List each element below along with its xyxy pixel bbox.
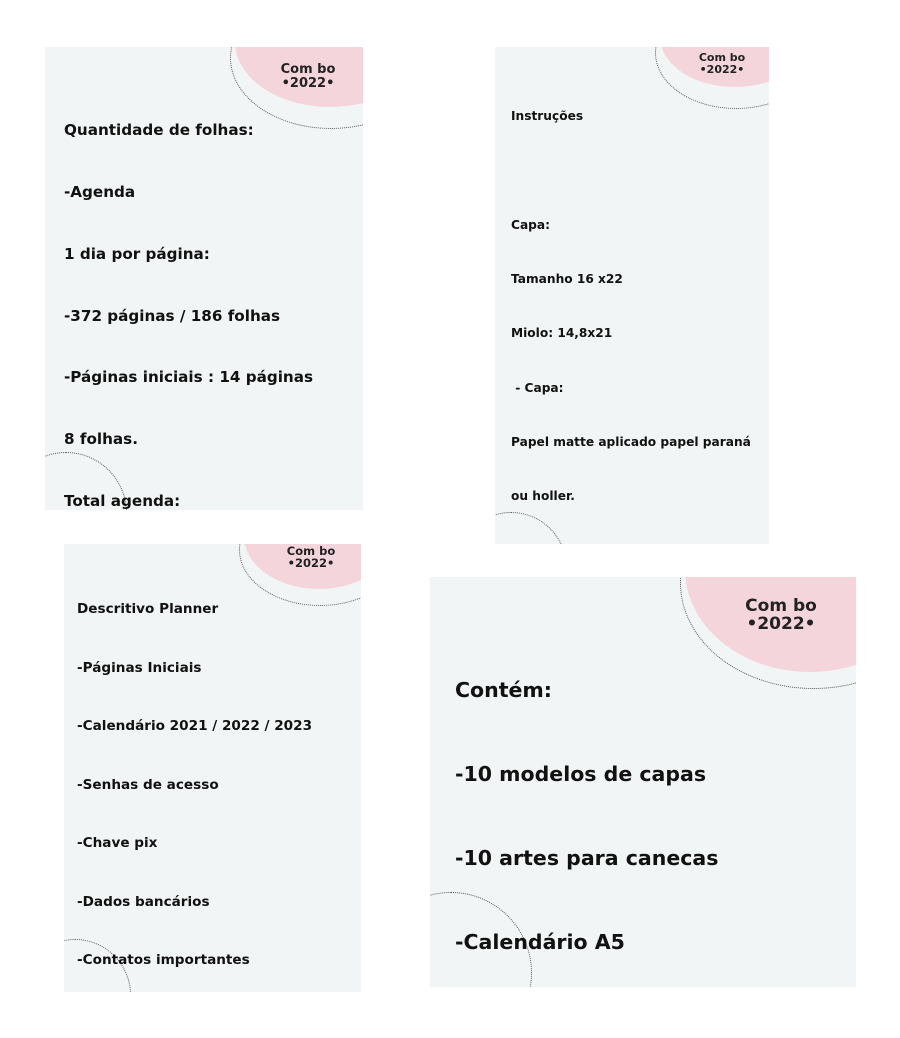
badge-line-2: •2022•: [287, 556, 335, 571]
text-line: Quantidade de folhas:: [64, 121, 254, 140]
text-line: -10 artes para canecas: [455, 846, 719, 870]
text-line: Instruções: [511, 109, 584, 124]
badge-line-2: •2022•: [746, 613, 816, 634]
text-block: [455, 620, 856, 987]
badge-line-2: •2022•: [281, 75, 335, 91]
text-line: - Capa:: [511, 380, 564, 395]
text-line: Total agenda:: [64, 491, 181, 510]
text-line: Miolo: 14,8x21: [511, 326, 613, 341]
text-line: Descritivo Planner: [77, 601, 219, 617]
text-line: [511, 541, 751, 544]
text-line: -Páginas iniciais : 14 páginas: [64, 368, 314, 387]
text-block: [77, 561, 312, 992]
text-line: -372 páginas / 186 folhas: [64, 306, 281, 325]
text-line: -Dados bancários: [77, 893, 210, 910]
badge-line-1: Com bo: [280, 62, 336, 77]
text-line: 8 folhas.: [64, 430, 138, 449]
card-contem: [430, 577, 856, 987]
text-block: [64, 79, 313, 510]
card-descritivo-planner: [64, 544, 361, 992]
text-line: -Páginas Iniciais: [77, 659, 202, 676]
card-quantidade-folhas: [45, 47, 363, 510]
text-line: -Senhas de acesso: [77, 776, 219, 793]
text-line: -10 modelos de capas: [455, 762, 707, 786]
text-line: Contém:: [455, 678, 552, 702]
card-instrucoes: [495, 47, 769, 544]
text-line: Tamanho 16 x22: [511, 272, 623, 287]
text-line: -Agenda: [64, 182, 136, 201]
text-line: Papel matte aplicado papel paraná: [511, 434, 751, 449]
badge-line-1: Com bo: [745, 596, 817, 616]
text-line: -Calendário 2021 / 2022 / 2023: [77, 718, 313, 734]
text-line: [511, 161, 751, 179]
text-line: 1 dia por página:: [64, 244, 210, 263]
text-block: [511, 71, 751, 544]
text-line: -Calendário A5: [455, 930, 625, 954]
text-line: -Chave pix: [77, 835, 158, 851]
badge-line-1: Com bo: [698, 51, 746, 64]
text-line: Capa:: [511, 217, 550, 232]
text-line: ou holler.: [511, 489, 575, 504]
text-line: -Contatos importantes: [77, 952, 250, 968]
badge-line-1: Com bo: [286, 544, 336, 558]
badge-line-2: •2022•: [699, 62, 745, 76]
